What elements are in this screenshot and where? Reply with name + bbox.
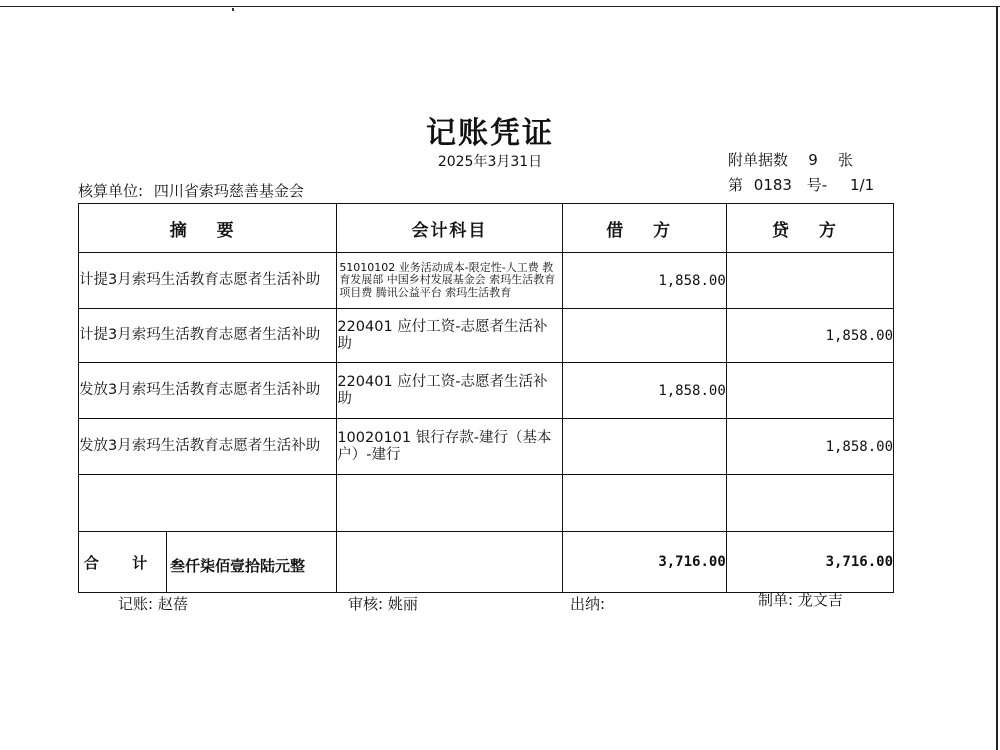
empty-cell: [726, 475, 893, 532]
header-summary: 摘 要: [79, 204, 337, 253]
voucher-table: [78, 203, 894, 593]
unit-label: 核算单位:: [78, 182, 144, 200]
row-credit: [726, 363, 893, 419]
empty-cell: [562, 475, 726, 532]
attachment-unit: 张: [838, 151, 854, 169]
row-debit: [562, 309, 726, 363]
row-summary: 发放3月索玛生活教育志愿者生活补助: [79, 419, 337, 475]
unit-name: 四川省索玛慈善基金会: [153, 182, 304, 200]
row-account: 51010102 业务活动成本-限定性-人工费 教育发展部 中国乡村发展基金会 索玛生活教育 项目费 腾讯公益平台 索玛生活教育: [337, 253, 562, 309]
header-account: 会计科目: [337, 204, 562, 253]
scan-speck: [232, 8, 234, 11]
voucher-no: 0183: [753, 176, 792, 194]
footer-reviewer: 审核: 姚丽: [348, 595, 418, 613]
row-account: 220401 应付工资-志愿者生活补助: [337, 363, 562, 419]
row-debit: 1,858.00: [562, 253, 726, 309]
attachment-count: [728, 149, 853, 170]
row-summary: 发放3月索玛生活教育志愿者生活补助: [79, 363, 337, 419]
table-row: [79, 419, 894, 475]
total-debit: 3,716.00: [562, 532, 726, 593]
row-debit: 1,858.00: [562, 363, 726, 419]
table-row-empty: [79, 475, 894, 532]
footer-cashier: 出纳:: [570, 595, 606, 613]
table-row: [79, 309, 894, 363]
row-summary: 计提3月索玛生活教育志愿者生活补助: [79, 309, 337, 363]
scan-border-top: [0, 6, 1000, 7]
attachment-number: 9: [808, 151, 818, 169]
voucher-suffix: 号-: [806, 176, 828, 194]
header-debit: 借 方: [562, 204, 726, 253]
row-account: 10020101 银行存款-建行（基本户）-建行: [337, 419, 562, 475]
table-row: [79, 363, 894, 419]
row-summary: 计提3月索玛生活教育志愿者生活补助: [79, 253, 337, 309]
scan-border-right: [996, 6, 998, 750]
empty-cell: [79, 475, 337, 532]
row-account: 220401 应付工资-志愿者生活补助: [337, 309, 562, 363]
voucher-prefix: 第: [728, 176, 744, 194]
attachment-label: 附单据数: [728, 151, 789, 169]
row-debit: [562, 419, 726, 475]
voucher-date: 2025年3月31日: [437, 154, 543, 170]
row-credit: 1,858.00: [726, 419, 893, 475]
row-credit: 1,858.00: [726, 309, 893, 363]
header-credit: 贷 方: [726, 204, 893, 253]
total-label: 合 计: [79, 532, 167, 592]
total-amount-in-words: 叁仟柒佰壹拾陆元整: [170, 557, 306, 575]
footer-bookkeeper: 记账: 赵蓓: [118, 595, 188, 613]
footer-preparer: 制单: 龙文吉: [758, 591, 843, 609]
total-credit: 3,716.00: [726, 532, 893, 593]
total-words-cell: [337, 532, 562, 593]
voucher-page: 1/1: [849, 176, 875, 194]
voucher-number: [728, 174, 874, 195]
accounting-unit: [78, 180, 304, 201]
empty-cell: [337, 475, 562, 532]
row-credit: [726, 253, 893, 309]
table-row: [79, 253, 894, 309]
voucher-title: 记账凭证: [426, 116, 554, 151]
table-header-row: [79, 204, 894, 253]
